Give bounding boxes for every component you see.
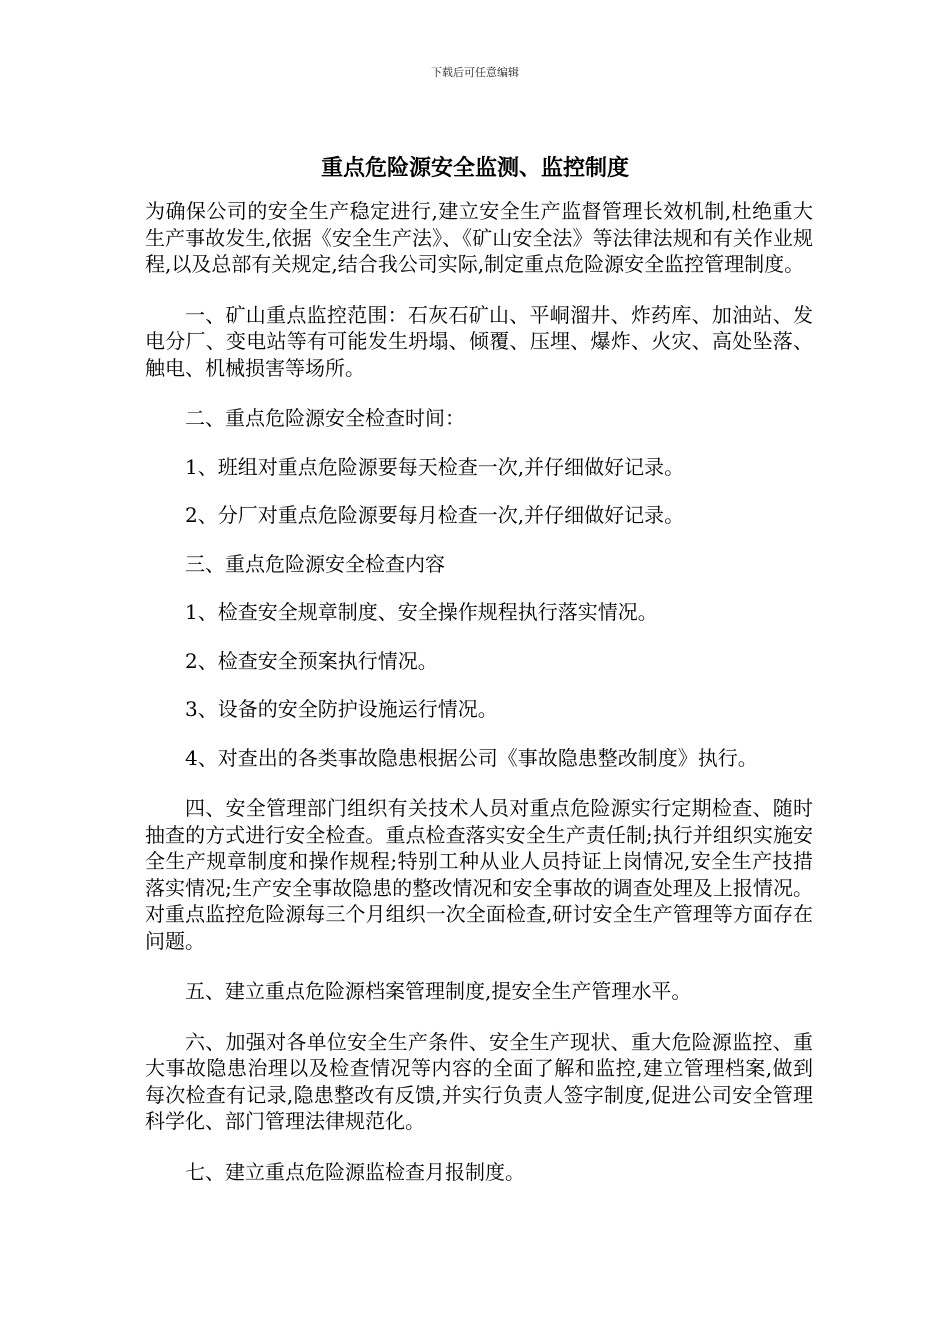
paragraph-item: 3、设备的安全防护设施运行情况。 [185, 697, 498, 721]
document-body [145, 198, 813, 1185]
paragraph-section-5: 五、建立重点危险源档案管理制度,提安全生产管理水平。 [185, 979, 692, 1003]
paragraph-item: 1、检查安全规章制度、安全操作规程执行落实情况。 [185, 600, 658, 624]
paragraph-section-6: 六、加强对各单位安全生产条件、安全生产现状、重大危险源监控、重大事故隐患治理以及检查情况等内容的全面了解和监控,建立管理档案,做到每次检查有记录,隐患整改有反馈,并实行负责人签字制度,促进公司安全管理科学化、部门管理法律规范化。 [145, 1029, 813, 1133]
paragraph-item: 1、班组对重点危险源要每天检查一次,并仔细做好记录。 [185, 454, 685, 479]
paragraph-section-1: 一、矿山重点监控范围：石灰石矿山、平峒溜井、炸药库、加油站、发电分厂、变电站等有可能发生坍塌、倾覆、压埋、爆炸、火灾、高处坠落、触电、机械损害等场所。 [145, 302, 813, 380]
paragraph-section-3: 三、重点危险源安全检查内容 [185, 551, 445, 576]
header-note: 下载后可任意编辑 [431, 66, 519, 79]
paragraph-section-2: 二、重点危险源安全检查时间： [185, 406, 465, 430]
paragraph-item: 2、分厂对重点危险源要每月检查一次,并仔细做好记录。 [185, 503, 685, 527]
paragraph-intro: 为确保公司的安全生产稳定进行,建立安全生产监督管理长效机制,杜绝重大生产事故发生,依据《安全生产法》、《矿山安全法》等法律法规和有关作业规程,以及总部有关规定,结合我公司实际,制定重点危险源安全监控管理制度。 [145, 199, 813, 276]
paragraph-section-7: 七、建立重点危险源监检查月报制度。 [185, 1159, 525, 1184]
paragraph-section-4: 四、安全管理部门组织有关技术人员对重点危险源实行定期检查、随时抽查的方式进行安全检查。重点检查落实安全生产责任制;执行并组织实施安全生产规章制度和操作规程;特别工种从业人员持证上岗情况,安全生产技措落实情况;生产安全事故隐患的整改情况和安全事故的调查处理及上报情况。对重点监控危险源每三个月组织一次全面检查,研讨安全生产管理等方面存在问题。 [145, 796, 813, 953]
paragraph-item: 4、对查出的各类事故隐患根据公司《事故隐患整改制度》执行。 [185, 745, 758, 770]
document-title: 重点危险源安全监测、监控制度 [320, 156, 629, 181]
paragraph-item: 2、检查安全预案执行情况。 [185, 648, 438, 673]
